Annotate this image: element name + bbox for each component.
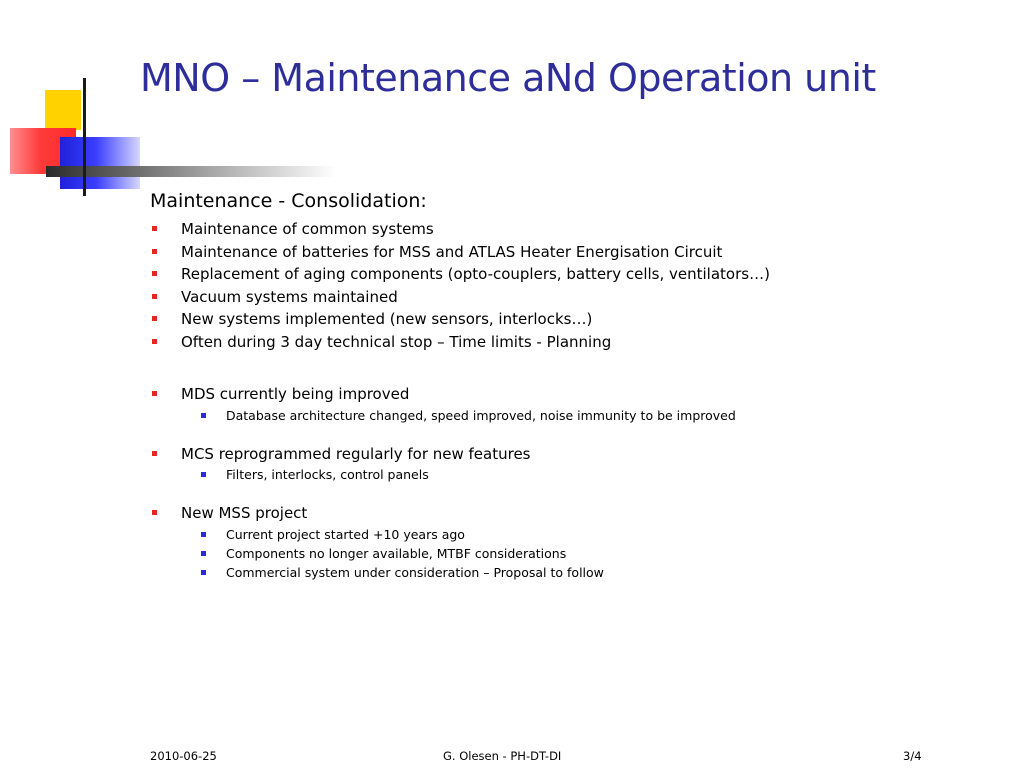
bullet-item-mss: New MSS project [150,502,970,525]
square-bullet-icon [152,339,157,344]
slide-body [150,189,970,582]
bullet-item: Often during 3 day technical stop – Time limits - Planning [150,331,970,354]
square-sub-bullet-icon [201,570,206,575]
square-bullet-icon [152,451,157,456]
sub-bullet-item: Database architecture changed, speed improved, noise immunity to be improved [150,406,970,425]
bullet-item: Maintenance of batteries for MSS and ATLAS Heater Energisation Circuit [150,241,970,264]
section-heading: Maintenance - Consolidation: [150,190,427,212]
footer-page-number: 3/4 [903,749,922,763]
bullet-item-mcs: MCS reprogrammed regularly for new features [150,443,970,466]
sub-bullet-item: Current project started +10 years ago [150,525,970,544]
square-bullet-icon [152,249,157,254]
bullet-item: Replacement of aging components (opto-couplers, battery cells, ventilators…) [150,263,970,286]
logo-yellow-square [45,90,81,130]
square-sub-bullet-icon [201,532,206,537]
square-sub-bullet-icon [201,472,206,477]
bullet-item-mds: MDS currently being improved [150,383,970,406]
footer-date: 2010-06-25 [150,749,217,763]
square-sub-bullet-icon [201,551,206,556]
square-bullet-icon [152,271,157,276]
square-bullet-icon [152,294,157,299]
sub-bullet-item: Filters, interlocks, control panels [150,465,970,484]
square-bullet-icon [152,316,157,321]
bullet-item: Vacuum systems maintained [150,286,970,309]
square-bullet-icon [152,226,157,231]
bullet-item: Maintenance of common systems [150,218,970,241]
footer-author: G. Olesen - PH-DT-DI [443,749,562,763]
square-bullet-icon [152,510,157,515]
bullet-item: New systems implemented (new sensors, interlocks…) [150,308,970,331]
square-bullet-icon [152,391,157,396]
logo-horizontal-bar [46,166,336,177]
sub-bullet-item: Commercial system under consideration – Proposal to follow [150,563,970,582]
logo-vertical-line [83,78,86,196]
square-sub-bullet-icon [201,413,206,418]
logo-blue-square [60,137,140,189]
slide-title: MNO – Maintenance aNd Operation unit [140,56,876,100]
sub-bullet-item: Components no longer available, MTBF considerations [150,544,970,563]
template-logo-graphic [0,0,340,200]
